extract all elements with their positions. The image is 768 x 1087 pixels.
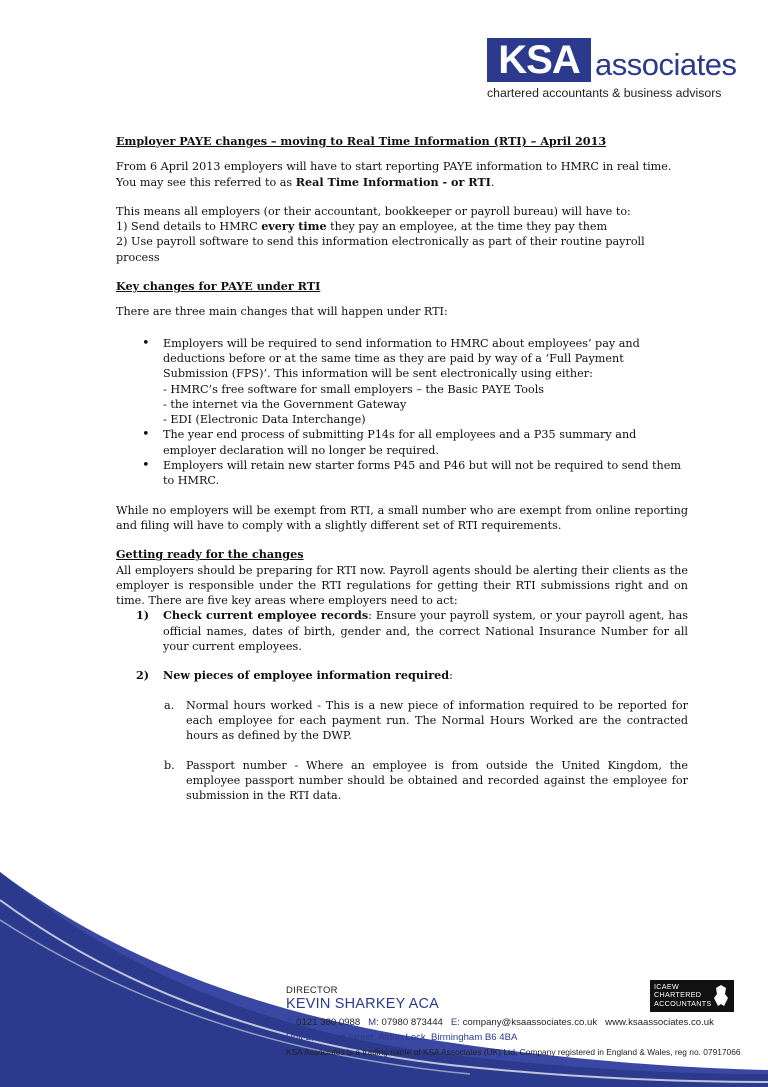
list-item: • Employers will retain new starter forms P45 and P46 but will not be required to send them to HMRC. bbox=[136, 458, 688, 489]
exempt-paragraph: While no employers will be exempt from RTI, a small number who are exempt from online reporting and filing will have to comply with a slightly different set of RTI requirements. bbox=[116, 503, 688, 532]
getting-ready-paragraph: All employers should be preparing for RTI now. Payroll agents should be alerting their clients as the employer is responsible under the RTI regulations for getting their RTI submissions right and on time. There are five key areas where employers need to act: bbox=[116, 563, 688, 608]
phone-number: 0121 380 0988 bbox=[296, 1017, 361, 1028]
key-changes-lead: There are three main changes that will happen under RTI: bbox=[116, 305, 448, 319]
key-changes-list bbox=[116, 336, 688, 489]
logo-tagline: chartered accountants & business advisors bbox=[487, 86, 722, 100]
director-name: KEVIN SHARKEY ACA bbox=[286, 996, 440, 1012]
list-item: 2) New pieces of employee information required: bbox=[136, 668, 453, 683]
ksa-logo bbox=[487, 38, 737, 104]
means-lead: This means all employers (or their accountant, bookkeeper or payroll bureau) will have to: bbox=[116, 204, 631, 218]
contact-line: T: 0121 380 0988 M: 07980 873444 E: company@ksaassociates.co.uk www.ksaassociates.co.uk bbox=[286, 1017, 714, 1028]
document-body bbox=[116, 134, 688, 803]
means-item-1: 1) Send details to HMRC every time they pay an employee, at the time they pay them bbox=[116, 219, 608, 234]
legal-notice: KSA Associates is a trading name of KSA Associates (UK) Ltd, Company registered in England & Wales, reg no. 07917066 bbox=[286, 1047, 741, 1057]
list-item: • Employers will be required to send information to HMRC about employees’ pay and deductions before or at the same time as they are paid by way of a ‘Full Payment Submission (FPS)’. This information will be sent electronically using either: - HMRC’s free software for small employers – the Basic PAYE Tools - the internet via the Government Gateway - EDI (Electronic Data Interchange) bbox=[136, 336, 688, 428]
action-steps bbox=[116, 608, 688, 683]
logo-mark: KSA bbox=[487, 38, 591, 82]
mobile-number: 07980 873444 bbox=[381, 1017, 443, 1028]
footer bbox=[286, 982, 756, 1057]
list-item: • The year end process of submitting P14s for all employees and a P35 summary and employer declaration will no longer be required. bbox=[136, 427, 688, 458]
info-sub-list bbox=[116, 698, 688, 804]
director-label: DIRECTOR bbox=[286, 985, 338, 996]
key-changes-heading: Key changes for PAYE under RTI bbox=[116, 279, 321, 294]
address: Unit 2, Hubert Street, Aston Lock, Birmingham B6 4BA bbox=[286, 1032, 518, 1043]
website-link[interactable]: www.ksaassociates.co.uk bbox=[605, 1017, 714, 1028]
list-item: a. Normal hours worked - This is a new piece of information required to be reported for each employee for each payment run. The Normal Hours Worked are the contracted hours as defined by the DWP. bbox=[164, 698, 688, 743]
logo-word: associates bbox=[595, 47, 737, 82]
list-item: b. Passport number - Where an employee is from outside the United Kingdom, the employee passport number should be obtained and recorded against the employee for submission in the RTI data. bbox=[164, 758, 688, 803]
getting-ready-heading: Getting ready for the changes bbox=[116, 547, 304, 562]
intro-paragraph: From 6 April 2013 employers will have to start reporting PAYE information to HMRC in real time. You may see this referred to as Real Time Information - or RTI. bbox=[116, 160, 672, 189]
list-item: 1) Check current employee records: Ensure your payroll system, or your payroll agent, has official names, dates of birth, gender and, the correct National Insurance Number for all your current employees. bbox=[136, 608, 688, 654]
document-title: Employer PAYE changes – moving to Real Time Information (RTI) – April 2013 bbox=[116, 134, 607, 148]
means-item-2: 2) Use payroll software to send this information electronically as part of their routine payroll process bbox=[116, 235, 645, 264]
icaew-badge-text: ICAEW CHARTERED ACCOUNTANTS bbox=[654, 982, 712, 1008]
email-link[interactable]: company@ksaassociates.co.uk bbox=[462, 1017, 598, 1028]
